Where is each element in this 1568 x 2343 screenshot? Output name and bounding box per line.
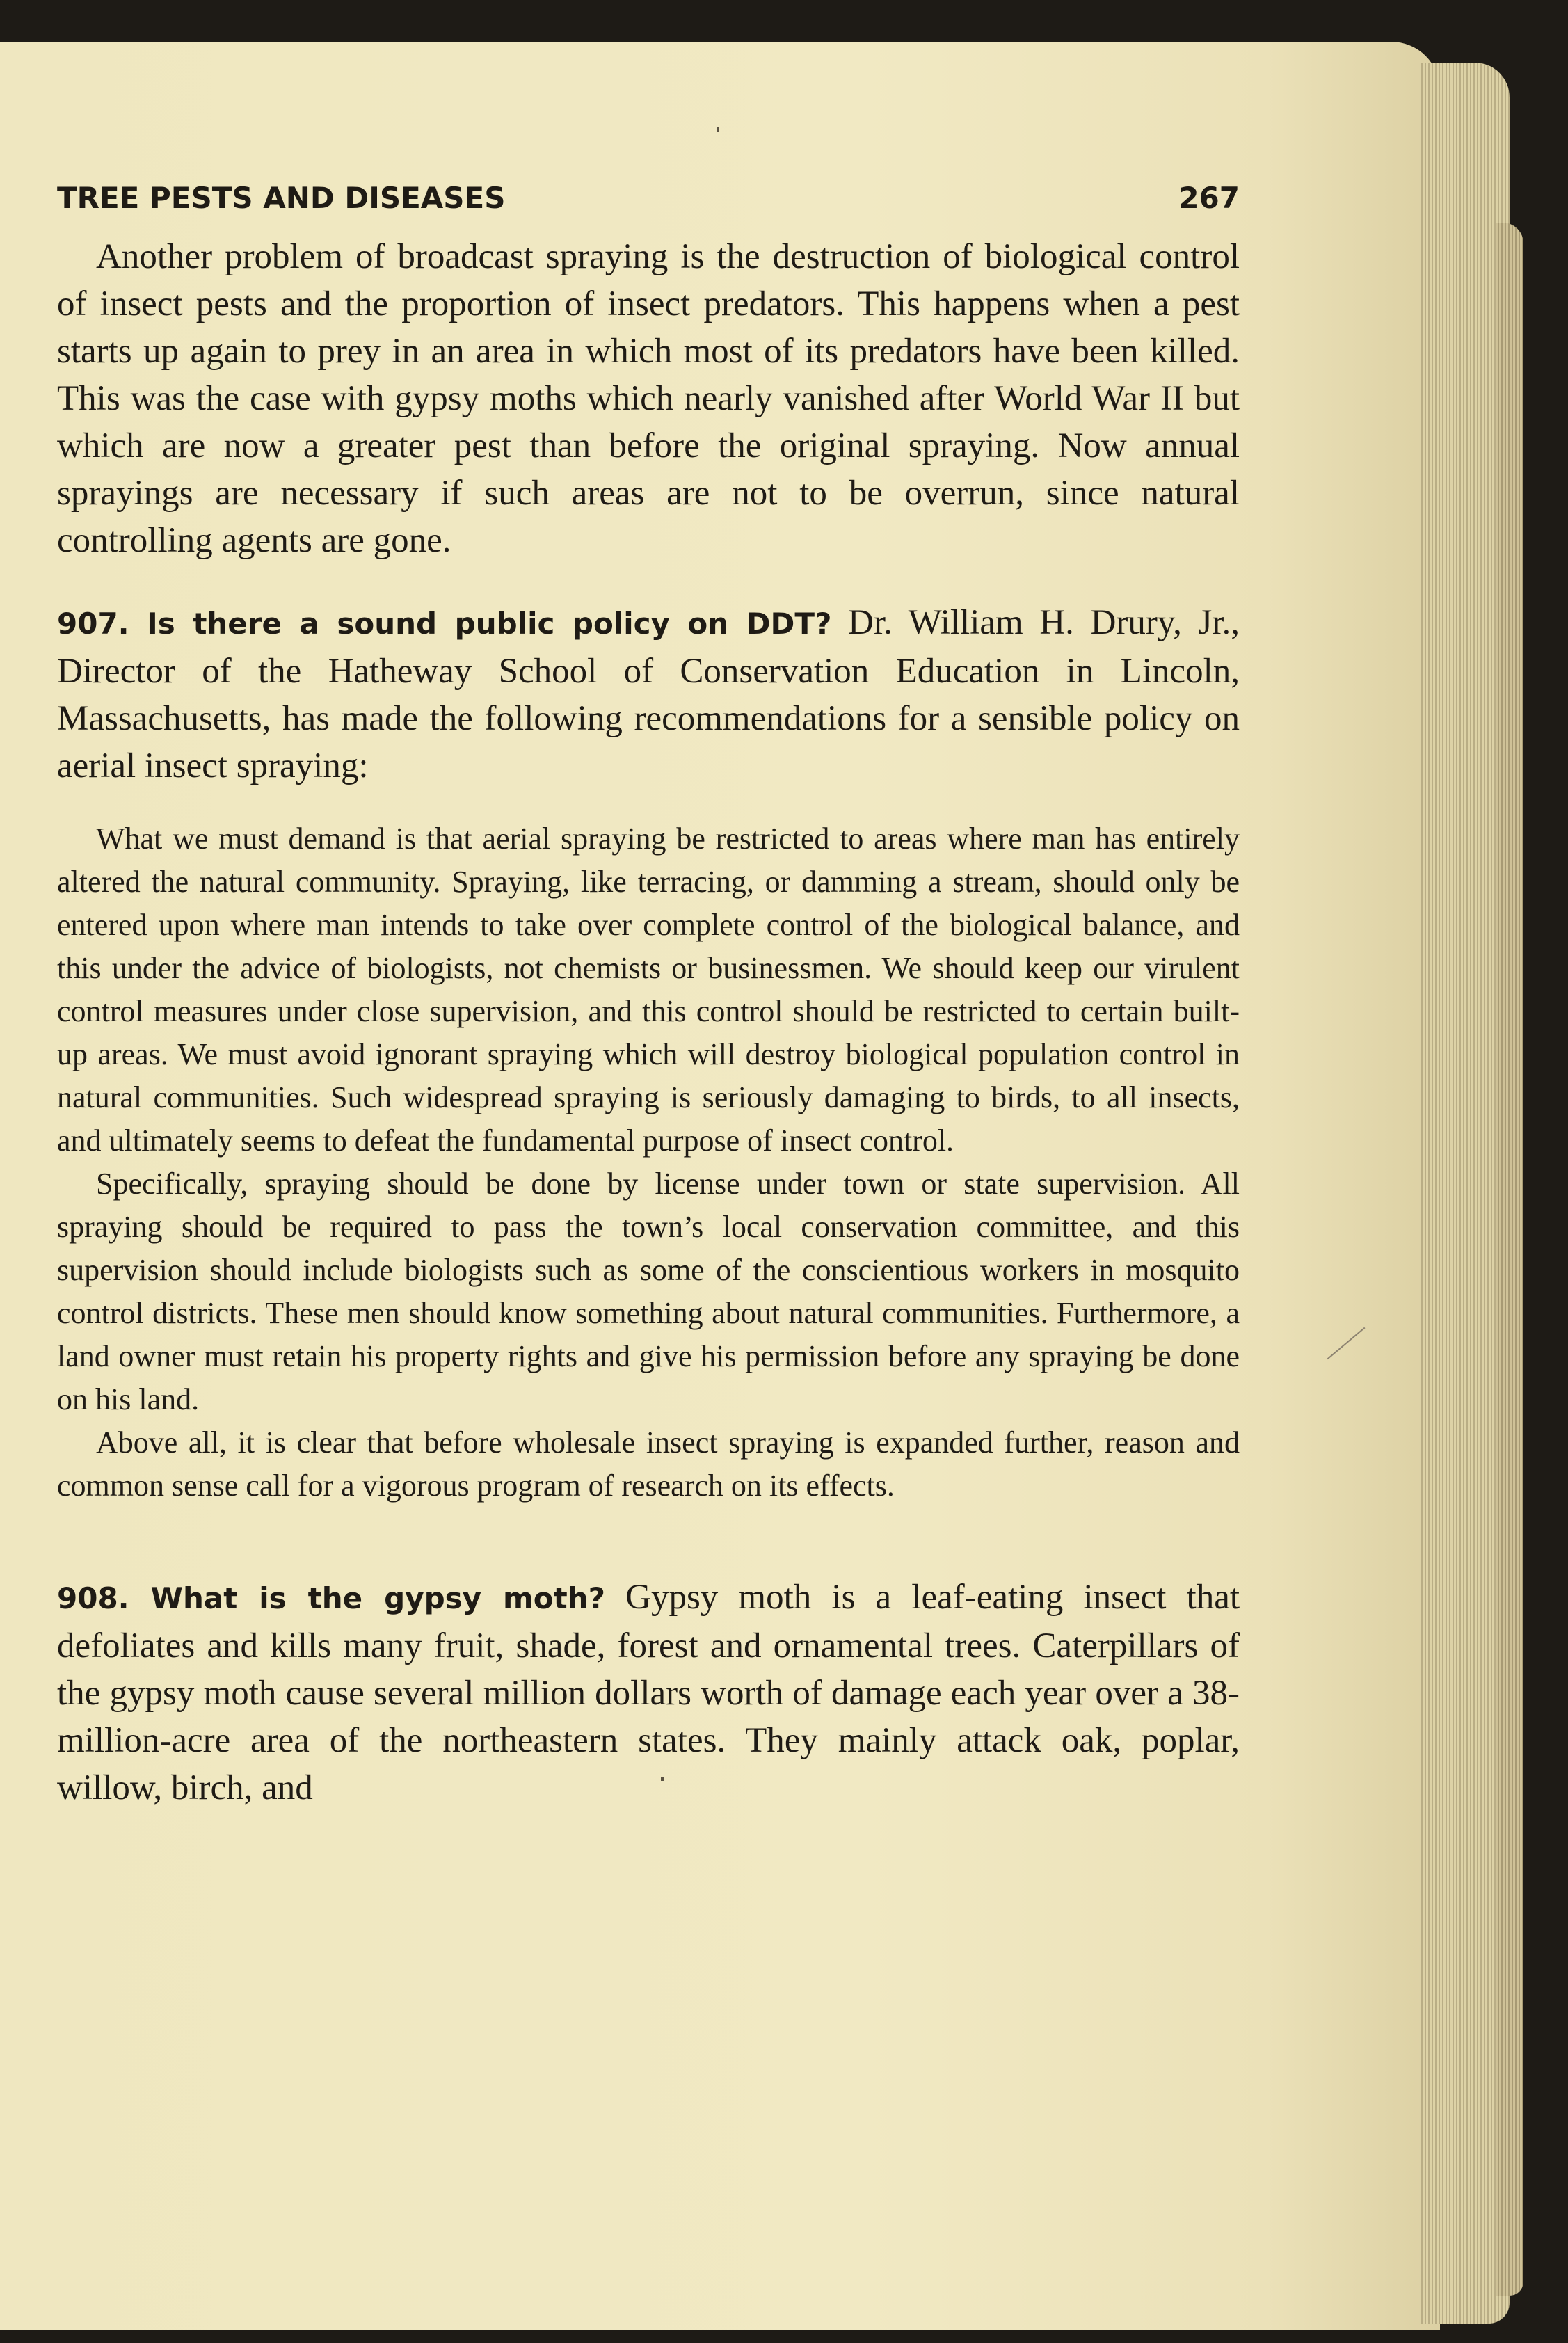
question-908-label: 908. What is the gypsy moth? bbox=[57, 1581, 605, 1615]
question-908-text: Gypsy moth is a leaf-eating insect that defoliates and kills many fruit, shade, forest and ornamental trees. Caterpillars of the gypsy moth cause several million dollars worth of damage each year over a 38-million-acre area of the northeastern states. They mainly attack oak, poplar, willow, birch, and bbox=[57, 1578, 1240, 1807]
question-907-label: 907. Is there a sound public policy on DDT? bbox=[57, 607, 832, 641]
question-907 bbox=[57, 599, 1240, 790]
running-head bbox=[57, 177, 1240, 219]
page-number: 267 bbox=[1178, 181, 1240, 215]
quote-paragraph-2: Specifically, spraying should be done by license under town or state supervision. All spraying should be required to pass the town’s local conservation committee, and this supervision should include biologists such as some of the conscientious workers in mosquito control districts. These men should know something about natural communities. Furthermore, a land owner must retain his property rights and give his permission before any spraying be done on his land. bbox=[57, 1167, 1240, 1416]
quote-paragraph-1: What we must demand is that aerial spraying be restricted to areas where man has entirely altered the natural community. Spraying, like terracing, or damming a stream, should only be entered upon where man intends to take over complete control of the biological balance, and this under the advice of biologists, not chemists or businessmen. We should keep our virulent control measures under close supervision, and this control should be restricted to certain built-up areas. We must avoid ignorant spraying which will destroy biological population control in natural communities. Such widespread spraying is seriously damaging to birds, to all insects, and ultimately seems to defeat the fundamental purpose of insect control. bbox=[57, 822, 1240, 1158]
page-edges-outer bbox=[1496, 223, 1523, 2296]
quote-paragraph-3: Above all, it is clear that before wholesale insect spraying is expanded further, reason and common sense call for a vigorous program of research on its effects. bbox=[57, 1425, 1240, 1503]
running-head-title: TREE PESTS AND DISEASES bbox=[57, 181, 506, 215]
quoted-recommendations bbox=[57, 817, 1240, 1508]
intro-paragraph: Another problem of broadcast spraying is the destruction of biological control of insect pests and the proportion of insect predators. This happens when a pest starts up again to prey in an area in which most of its predators have been killed. This was the case with gypsy moths which nearly vanished after World War II but which are now a greater pest than before the original spraying. Now annual sprayings are necessary if such areas are not to be overrun, since natural controlling agents are gone. bbox=[57, 237, 1240, 560]
question-907-text: Dr. William H. Drury, Jr., Director of the Hatheway School of Conservation Education in Lincoln, Massachusetts, has made the following recommendations for a sensible policy on aerial insect spraying: bbox=[57, 603, 1240, 785]
ink-speck bbox=[717, 127, 719, 132]
question-908 bbox=[57, 1574, 1240, 1812]
page-content bbox=[57, 177, 1240, 1812]
